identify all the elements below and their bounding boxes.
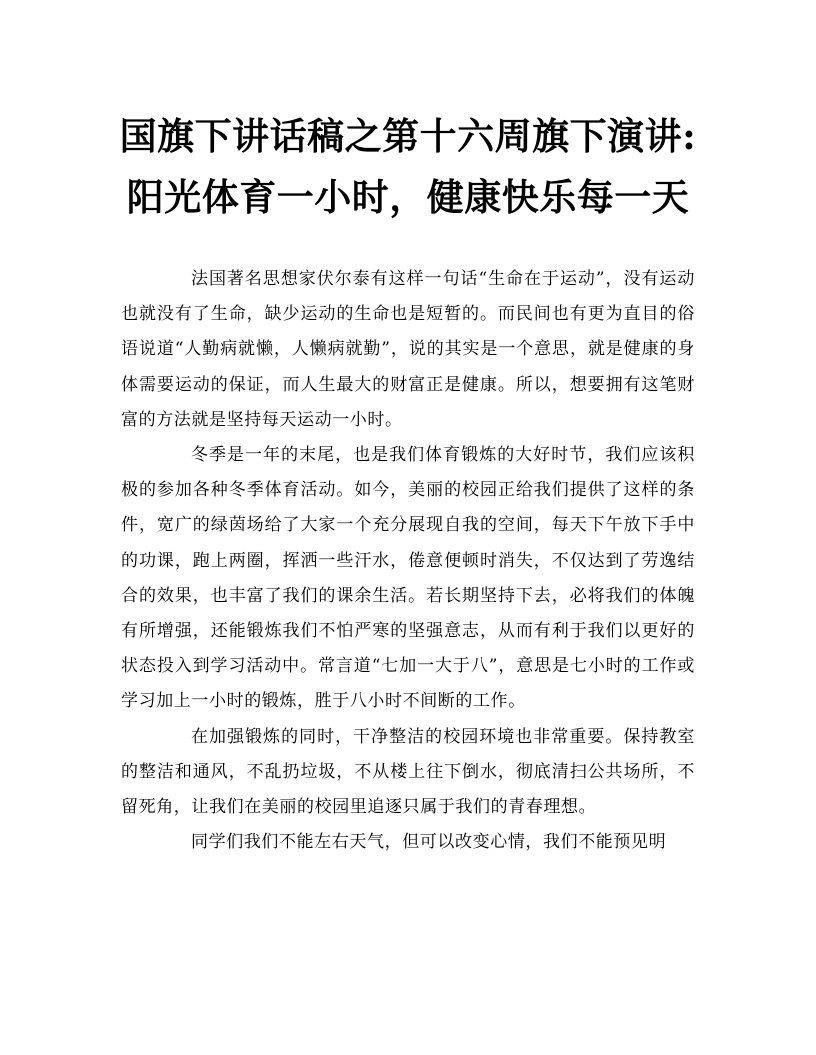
document-title: 国旗下讲话稿之第十六周旗下演讲:阳光体育一小时，健康快乐每一天 [119, 114, 697, 219]
paragraph-2: 冬季是一年的末尾，也是我们体育锻炼的大好时节，我们应该积极的参加各种冬季体育活动。如今，美丽的校园正给我们提供了这样的条件，宽广的绿茵场给了大家一个充分展现自我的空间，每天下午放下手中的功课，跑上两圈，挥洒一些汗水，倦意便顿时消失，不仅达到了劳逸结合的效果，也丰富了我们的课余生活。若长期坚持下去，必将我们的体魄有所增强，还能锻炼我们不怕严寒的坚强意志，从而有利于我们以更好的状态投入到学习活动中。常言道“七加一大于八”，意思是七小时的工作或学习加上一小时的锻炼，胜于八小时不间断的工作。 [121, 445, 695, 712]
document-body [121, 262, 695, 860]
paragraph-3: 在加强锻炼的同时，干净整洁的校园环境也非常重要。保持教室的整洁和通风，不乱扔垃圾，不从楼上往下倒水，彻底清扫公共场所，不留死角，让我们在美丽的校园里追逐只属于我们的青春理想。 [121, 726, 695, 818]
paragraph-4: 同学们我们不能左右天气，但可以改变心情，我们不能预见明 [191, 832, 667, 853]
paragraph-1: 法国著名思想家伏尔泰有这样一句话“生命在于运动”，没有运动也就没有了生命，缺少运动的生命也是短暂的。而民间也有更为直目的俗语说道“人勤病就懒，人懒病就勤”，说的其实是一个意思，就是健康的身体需要运动的保证，而人生最大的财富正是健康。所以，想要拥有这笔财富的方法就是坚持每天运动一小时。 [121, 269, 695, 430]
